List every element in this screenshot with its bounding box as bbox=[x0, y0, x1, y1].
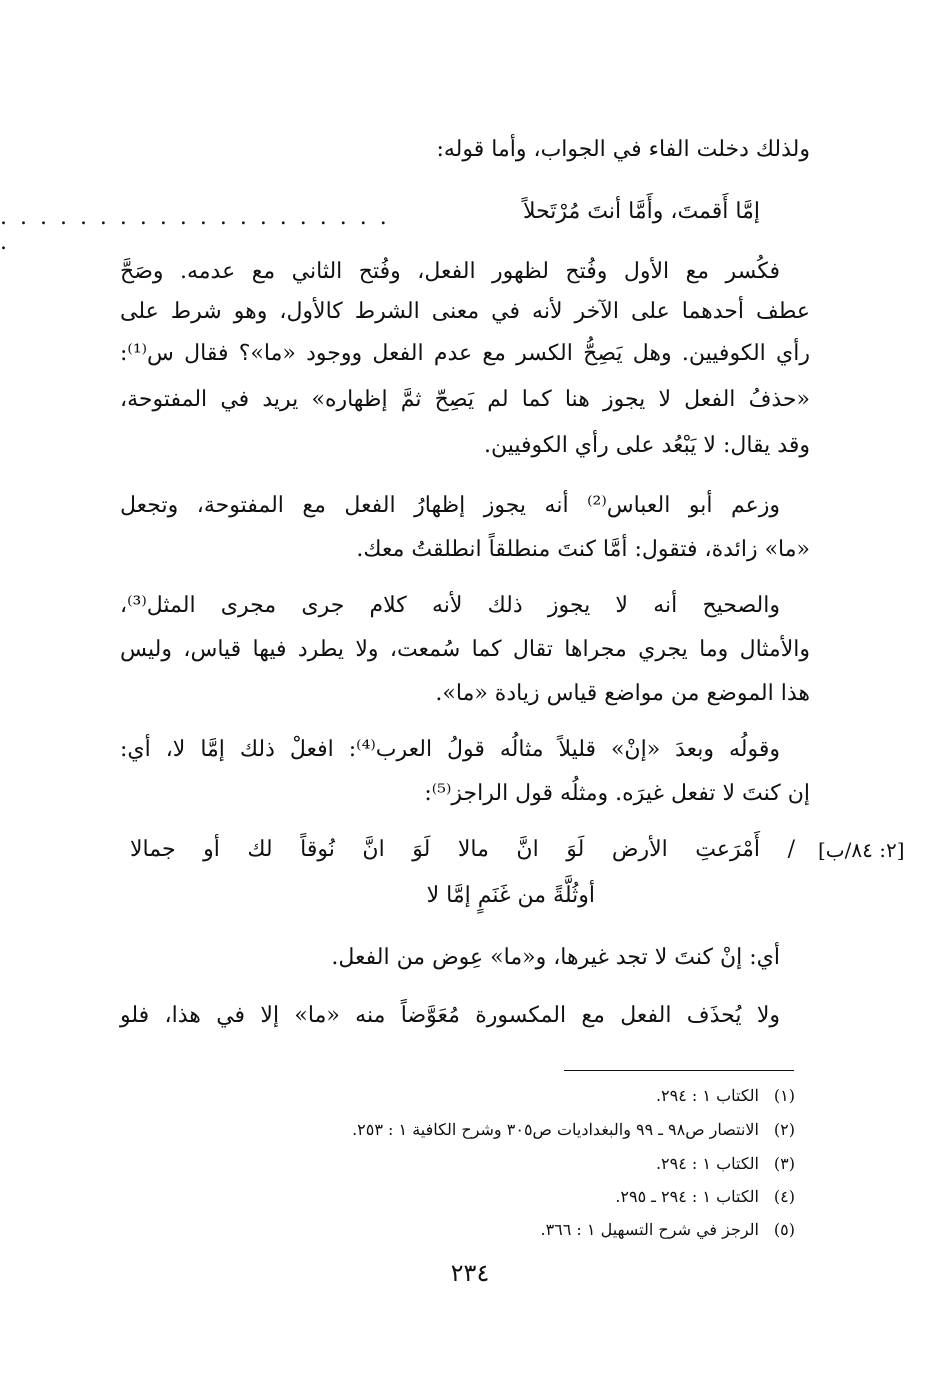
verse-line-2: أوثُلَّةً من غَنَمٍ إمَّا لا bbox=[426, 883, 595, 908]
footnote-2 bbox=[352, 1119, 795, 1141]
text-line-11: والأمثال وما يجري مجراها تقال كما سُمعت، ولا يطرد فيها قياس، وليس bbox=[120, 637, 810, 662]
footnote-number: (٢) bbox=[773, 1120, 795, 1139]
text-line-8: وزعم أبو العباس⁽²⁾ أنه يجوز إظهارُ الفعل مع المفتوحة، وتجعل bbox=[120, 493, 780, 518]
text-line-14: إن كنتَ لا تفعل غيرَه. ومثلُه قول الراجز⁽⁵⁾: bbox=[424, 781, 810, 806]
page-number: ٢٣٤ bbox=[450, 1259, 490, 1287]
text-line-6: «حذفُ الفعل لا يجوز هنا كما لم يَصِحّ ثمَّ إظهاره» يريد في المفتوحة، bbox=[120, 387, 810, 412]
text-line-9: «ما» زائدة، فتقول: أمَّا كنتَ منطلقاً انطلقتُ معك. bbox=[356, 537, 810, 562]
ellipsis-dots: . . . . . . . . . . . . . . . . . . . . . bbox=[0, 205, 390, 255]
footnote-4 bbox=[615, 1186, 795, 1208]
text-line-5: رأي الكوفيين. وهل يَصِحُّ الكسر مع عدم الفعل ووجود «ما»؟ فقال س⁽¹⁾: bbox=[120, 341, 810, 366]
footnote-text: الكتاب ١ : ٢٩٤. bbox=[655, 1086, 759, 1105]
verse-line-1: / أَمْرَعتِ الأرض لَوَ انَّ مالا لَوَ انَّ نُوقاً لك أو جمالا bbox=[130, 837, 795, 862]
footnote-3 bbox=[656, 1153, 795, 1175]
footnote-text: الكتاب ١ : ٢٩٤ ـ ٢٩٥. bbox=[615, 1187, 759, 1206]
manuscript-folio-ref: [٢: ٨٤/ب] bbox=[818, 838, 905, 862]
footnote-text: الكتاب ١ : ٢٩٤. bbox=[655, 1154, 759, 1173]
footnote-text: الرجز في شرح التسهيل ١ : ٣٦٦. bbox=[540, 1220, 759, 1239]
footnote-5 bbox=[540, 1219, 795, 1241]
text-line-17: أي: إنْ كنتَ لا تجد غيرها، و«ما» عِوض من الفعل. bbox=[331, 945, 780, 970]
text-line-3: فكُسر مع الأول وفُتح لظهور الفعل، وفُتح الثاني مع عدمه. وصَحَّ bbox=[120, 259, 780, 284]
text-line-18: ولا يُحذَف الفعل مع المكسورة مُعَوَّضاً منه «ما» إلا في هذا، فلو bbox=[120, 1003, 780, 1028]
text-line-13: وقولُه وبعدَ «إنْ» قليلاً مثالُه قولُ العرب⁽⁴⁾: افعلْ ذلك إمَّا لا، أي: bbox=[120, 737, 780, 762]
text-line-1: ولذلك دخلت الفاء في الجواب، وأما قوله: bbox=[436, 137, 810, 162]
footnote-number: (٤) bbox=[773, 1187, 795, 1206]
text-line-10: والصحيح أنه لا يجوز ذلك لأنه كلام جرى مجرى المثل⁽³⁾، bbox=[120, 593, 780, 618]
footnote-1 bbox=[656, 1085, 795, 1107]
verse-fragment: إمَّا أَقمتَ، وأَمَّا أنتَ مُرْتَحلاً bbox=[522, 199, 760, 224]
footnote-text: الانتصار ص٩٨ ـ ٩٩ والبغداديات ص٣٠٥ وشرح الكافية ١ : ٢٥٣. bbox=[352, 1120, 759, 1139]
footnote-number: (٥) bbox=[773, 1220, 795, 1239]
footnote-divider bbox=[564, 1070, 794, 1071]
text-line-4: عطف أحدهما على الآخر لأنه في معنى الشرط كالأول، وهو شرط على bbox=[120, 299, 810, 324]
text-line-7: وقد يقال: لا يَبْعُد على رأي الكوفيين. bbox=[483, 433, 810, 458]
footnote-number: (١) bbox=[773, 1086, 795, 1105]
text-line-12: هذا الموضع من مواضع قياس زيادة «ما». bbox=[435, 681, 810, 706]
footnote-number: (٣) bbox=[773, 1154, 795, 1173]
